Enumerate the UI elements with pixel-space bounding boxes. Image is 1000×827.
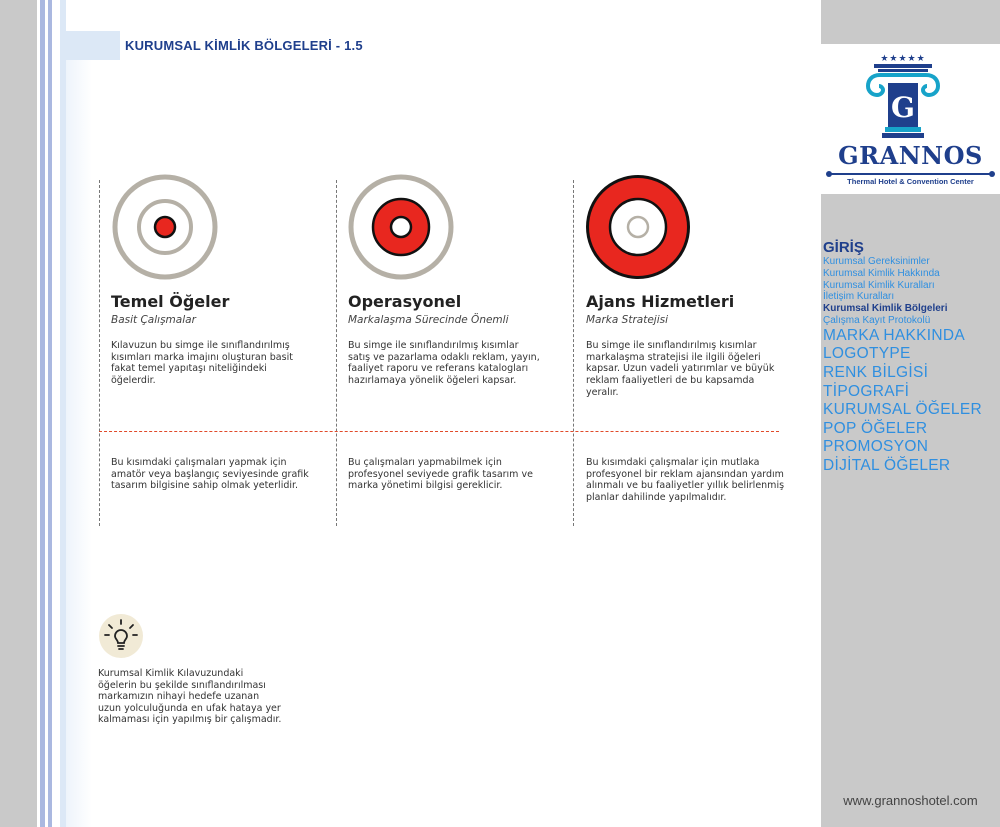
nav-section-giris[interactable]: GİRİŞ [823, 239, 864, 256]
left-stripe [52, 0, 60, 827]
header-band [66, 31, 120, 60]
column-subtitle: Markalaşma Sürecinde Önemli [348, 314, 509, 326]
target-outer-icon [583, 172, 693, 282]
nav-section-dijital-ogeler[interactable]: DİJİTAL ÖĞELER [823, 456, 951, 474]
nav-section-marka-hakkinda[interactable]: MARKA HAKKINDA [823, 326, 966, 344]
nav-item-kurumsal-kimlik-bolgeleri[interactable]: Kurumsal Kimlik Bölgeleri [823, 303, 948, 315]
column-note: Bu kısımdaki çalışmalar için mutlaka profesyonel bir reklam ajansından yardım alınmalı ve bu faaliyetler yıllık belirlenmiş planlar dahilinde yapılmalıdır. [586, 457, 785, 504]
column-subtitle: Basit Çalışmalar [111, 314, 196, 326]
nav-section-pop-ogeler[interactable]: POP ÖĞELER [823, 419, 928, 437]
svg-text:G: G [891, 91, 915, 124]
nav-item-kurumsal-kimlik-hakkinda[interactable]: Kurumsal Kimlik Hakkında [823, 267, 940, 279]
lightbulb-icon [99, 614, 143, 658]
column-title: Operasyonel [348, 292, 462, 311]
nav-section-promosyon[interactable]: PROMOSYON [823, 438, 929, 456]
column-description: Bu simge ile sınıflandırılmış kısımlar markalaşma stratejisi ile ilgili öğeleri kapsar. Uzun vadeli yatırımlar ve büyük reklam faaliyetleri de bu kapsamda yeralır. [586, 340, 775, 398]
nav-section-kurumsal-ogeler[interactable]: KURUMSAL ÖĞELER [823, 401, 982, 419]
column-divider [99, 180, 100, 526]
column-note: Bu kısımdaki çalışmaları yapmak için amatör veya başlangıç seviyesinde grafik tasarım bilgisine sahip olmak yeterlidir. [111, 457, 309, 492]
brand-divider [829, 173, 992, 175]
column-title: Ajans Hizmetleri [586, 292, 735, 311]
target-inner-icon [110, 172, 220, 282]
nav-item-kurumsal-gereksinimler[interactable]: Kurumsal Gereksinimler [823, 256, 930, 267]
column-description: Kılavuzun bu simge ile sınıflandırılmış kısımları marka imajını oluşturan basit fakat temel yapıtaşı niteliğindeki öğelerdir. [111, 340, 293, 387]
svg-text:★★★★★: ★★★★★ [880, 54, 926, 64]
column-description: Bu simge ile sınıflandırılmış kısımlar satış ve pazarlama odaklı reklam, yayın, faaliyet raporu ve referans katalogları hazırlamaya yönelik öğeleri kapsar. [348, 340, 540, 387]
nav-section-renk-bilgisi[interactable]: RENK BİLGİSİ [823, 363, 929, 381]
nav-section-logotype[interactable]: LOGOTYPE [823, 345, 911, 363]
website-link[interactable]: www.grannoshotel.com [843, 793, 978, 808]
sidebar-nav [823, 240, 999, 476]
section-divider [99, 431, 779, 432]
nav-item-calisma-kayit-protokolu[interactable]: Çalışma Kayıt Protokolü [823, 314, 931, 326]
column-note: Bu çalışmaları yapmabilmek için profesyonel seviyede grafik tasarım ve marka yönetimi bilgisi gereklicir. [348, 457, 533, 492]
grannos-logo-icon [858, 51, 948, 139]
column-title: Temel Öğeler [111, 292, 230, 311]
left-fade [66, 60, 92, 827]
column-divider [573, 180, 574, 526]
nav-item-kurumsal-kimlik-kurallari[interactable]: Kurumsal Kimlik Kuralları [823, 279, 935, 291]
tip-text: Kurumsal Kimlik Kılavuzundaki öğelerin bu şekilde sınıflandırılması markamızın nihayi hedefe uzanan uzun yolculuğunda en ufak hataya yer kalmaması için yapılmış bir çalışmadır. [98, 668, 282, 726]
brand-tagline: Thermal Hotel & Convention Center [847, 177, 974, 186]
page-title: KURUMSAL KİMLİK BÖLGELERİ - 1.5 [125, 38, 363, 53]
brand-name: GRANNOS [838, 141, 983, 170]
target-middle-icon [346, 172, 456, 282]
nav-item-iletisim-kurallari[interactable]: İletişim Kuralları [823, 291, 895, 303]
column-subtitle: Marka Stratejisi [586, 314, 668, 326]
column-divider [336, 180, 337, 526]
nav-section-tipografi[interactable]: TİPOGRAFİ [823, 382, 910, 400]
left-grey-strip [0, 0, 37, 827]
